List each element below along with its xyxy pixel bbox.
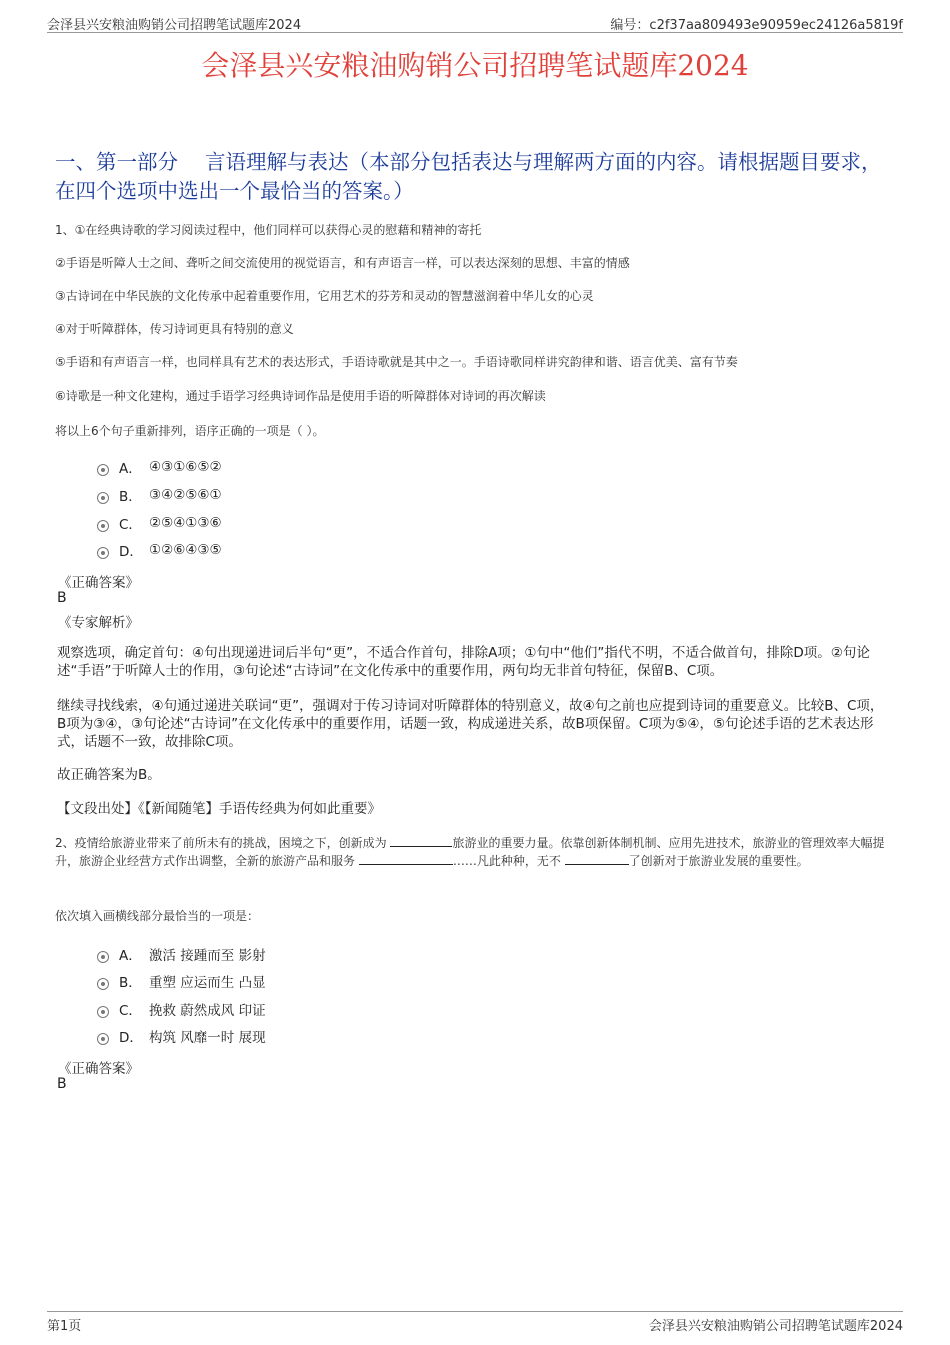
radio-icon[interactable] [97, 951, 109, 963]
q1-source: 【文段出处】《【新闻随笔】手语传经典为何如此重要》 [57, 801, 381, 817]
radio-icon[interactable] [97, 464, 109, 476]
q1-sentence-2: ②手语是听障人士之间、聋听之间交流使用的视觉语言，和有声语言一样，可以表达深刻的思想、丰富的情感 [55, 256, 630, 270]
q2-prompt: 依次填入画横线部分最恰当的一项是： [55, 909, 260, 923]
q1-option-a[interactable]: A． ④③①⑥⑤② [97, 457, 222, 477]
radio-icon[interactable] [97, 520, 109, 532]
page-footer [47, 1311, 903, 1334]
q2-option-c[interactable]: C． 挽救 蔚然成风 印证 [97, 999, 266, 1019]
blank-2[interactable] [359, 852, 453, 865]
q2-option-a[interactable]: A． 激活 接踵而至 影射 [97, 944, 266, 964]
header-code: 编号：c2f37aa809493e90959ec24126a5819f [610, 18, 903, 33]
radio-icon[interactable] [97, 978, 109, 990]
q1-answer-label: 《正确答案》 [58, 575, 139, 591]
q1-prompt: 将以上6个句子重新排列，语序正确的一项是（ ）。 [55, 424, 325, 438]
q1-option-c[interactable]: C． ②⑤④①③⑥ [97, 513, 222, 533]
q1-sentence-6: ⑥诗歌是一种文化建构，通过手语学习经典诗词作品是使用手语的听障群体对诗词的再次解读 [55, 389, 546, 403]
q1-option-b[interactable]: B． ③④②⑤⑥① [97, 485, 222, 505]
radio-icon[interactable] [97, 1006, 109, 1018]
page-title: 会泽县兴安粮油购销公司招聘笔试题库2024 [201, 49, 749, 82]
header-doc-title: 会泽县兴安粮油购销公司招聘笔试题库2024 [47, 18, 302, 33]
radio-icon[interactable] [97, 1033, 109, 1045]
q1-analysis-p3: 故正确答案为B。 [57, 767, 161, 783]
q1-analysis-label: 《专家解析》 [58, 615, 139, 631]
q1-sentence-1: 1、①在经典诗歌的学习阅读过程中，他们同样可以获得心灵的慰藉和精神的寄托 [55, 223, 482, 237]
q1-answer: B [57, 590, 67, 606]
page-number: 第1页 [47, 1319, 82, 1334]
q1-sentence-3: ③古诗词在中华民族的文化传承中起着重要作用，它用艺术的芬芳和灵动的智慧滋润着中华儿女的心灵 [55, 289, 594, 303]
q1-option-d[interactable]: D． ①②⑥④③⑤ [97, 540, 222, 560]
page-header [47, 12, 903, 33]
q1-sentence-4: ④对于听障群体，传习诗词更具有特别的意义 [55, 322, 294, 336]
q2-answer: B [57, 1076, 67, 1092]
radio-icon[interactable] [97, 547, 109, 559]
section-heading: 一、第一部分 言语理解与表达（本部分包括表达与理解两方面的内容。请根据题目要求，在四个选项中选出一个最恰当的答案。） [55, 150, 882, 203]
q2-option-d[interactable]: D． 构筑 风靡一时 展现 [97, 1026, 266, 1046]
q1-analysis-p1: 观察选项，确定首句：④句出现递进词后半句“更”，不适合作首句，排除A项；①句中“他们”指代不明，不适合做首句，排除D项。②句论述“手语”于听障人士的作用，③句论述“古诗词”在文化传承中的重要作用，两句均无非首句特征，保留B、C项。 [57, 645, 870, 679]
blank-3[interactable] [565, 852, 629, 865]
radio-icon[interactable] [97, 492, 109, 504]
q2-stem: 2、疫情给旅游业带来了前所未有的挑战，困境之下，创新成为 旅游业的重要力量。依靠创新体制机制、应用先进技术，旅游业的管理效率大幅提升，旅游企业经营方式作出调整，全新的旅游产品和服务 ……凡此种种，无不 了创新对于旅游业发展的重要性。 [55, 836, 885, 868]
q1-sentence-5: ⑤手语和有声语言一样，也同样具有艺术的表达形式，手语诗歌就是其中之一。手语诗歌同样讲究韵律和谐、语言优美、富有节奏 [55, 355, 738, 369]
q2-answer-label: 《正确答案》 [58, 1061, 139, 1077]
blank-1[interactable] [390, 834, 452, 847]
footer-doc-title: 会泽县兴安粮油购销公司招聘笔试题库2024 [648, 1319, 903, 1334]
q2-option-b[interactable]: B． 重塑 应运而生 凸显 [97, 971, 266, 991]
q1-analysis-p2: 继续寻找线索，④句通过递进关联词“更”，强调对于传习诗词对听障群体的特别意义，故④句之前也应提到诗词的重要意义。比较B、C项，B项为③④，③句论述“古诗词”在文化传承中的重要作用，话题一致，构成递进关系，故B项保留。C项为⑤④，⑤句论述手语的艺术表达形式，话题不一致，故排除C项。 [57, 698, 884, 750]
